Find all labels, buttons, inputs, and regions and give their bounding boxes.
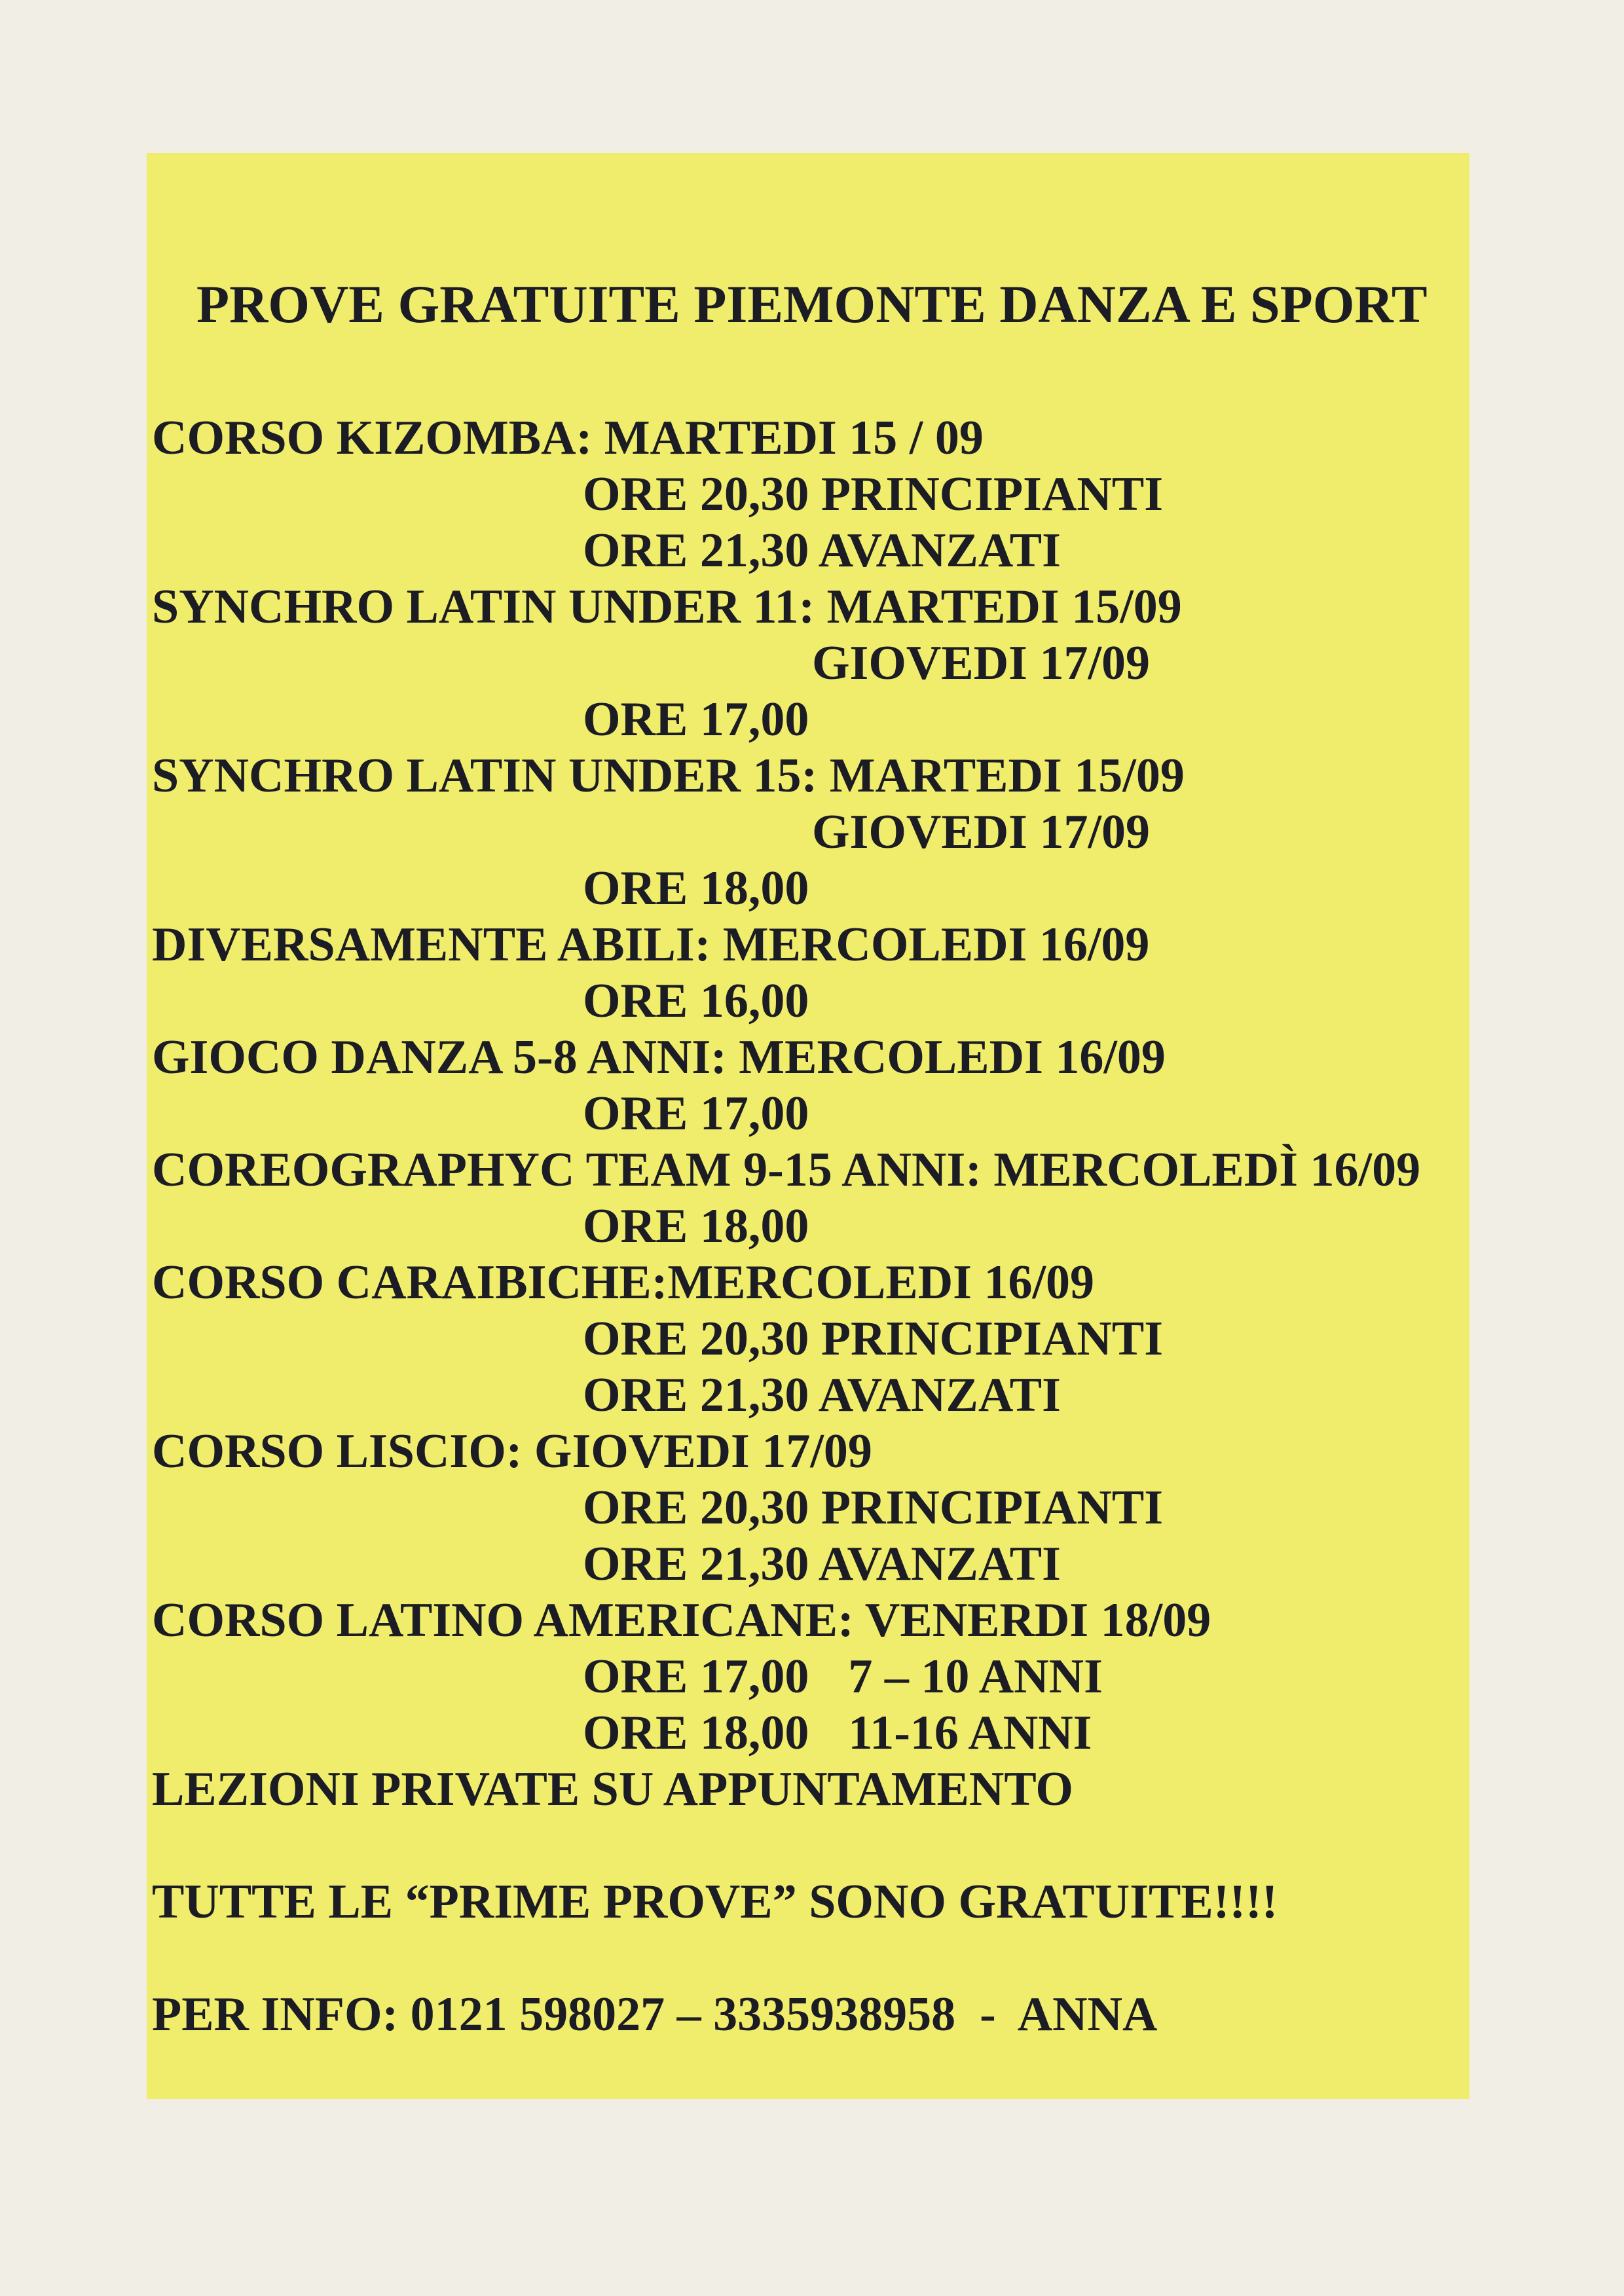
diversamente-abili-time: ORE 16,00 <box>583 974 809 1028</box>
coreographyc-team-time: ORE 18,00 <box>583 1199 809 1253</box>
caraibiche-advanced-time: ORE 21,30 AVANZATI <box>583 1368 1061 1422</box>
synchro-under15-line: SYNCHRO LATIN UNDER 15: MARTEDI 15/09 <box>152 749 1185 803</box>
synchro-under11-line: SYNCHRO LATIN UNDER 11: MARTEDI 15/09 <box>152 580 1182 634</box>
flyer-title: PROVE GRATUITE PIEMONTE DANZA E SPORT <box>196 274 1428 334</box>
liscio-course-line: CORSO LISCIO: GIOVEDI 17/09 <box>152 1425 872 1478</box>
latino-americane-line: CORSO LATINO AMERICANE: VENERDI 18/09 <box>152 1594 1211 1647</box>
gioco-danza-time: ORE 17,00 <box>583 1087 809 1140</box>
latino-ages-2: 11-16 ANNI <box>848 1706 1092 1760</box>
latino-time-1: ORE 17,00 <box>583 1650 809 1704</box>
kizomba-course-line: CORSO KIZOMBA: MARTEDI 15 / 09 <box>152 411 984 465</box>
liscio-beginners-time: ORE 20,30 PRINCIPIANTI <box>583 1481 1164 1535</box>
synchro-under11-time: ORE 17,00 <box>583 693 809 746</box>
latino-ages-1: 7 – 10 ANNI <box>848 1650 1103 1704</box>
contact-info-line: PER INFO: 0121 598027 – 3335938958 - ANNA <box>152 1988 1158 2041</box>
synchro-under11-thursday: GIOVEDI 17/09 <box>812 636 1151 690</box>
caraibiche-beginners-time: ORE 20,30 PRINCIPIANTI <box>583 1312 1164 1366</box>
kizomba-beginners-time: ORE 20,30 PRINCIPIANTI <box>583 467 1164 521</box>
private-lessons-line: LEZIONI PRIVATE SU APPUNTAMENTO <box>152 1762 1073 1816</box>
free-trials-note: TUTTE LE “PRIME PROVE” SONO GRATUITE!!!! <box>152 1875 1278 1929</box>
synchro-under15-thursday: GIOVEDI 17/09 <box>812 805 1151 859</box>
gioco-danza-line: GIOCO DANZA 5-8 ANNI: MERCOLEDI 16/09 <box>152 1030 1166 1084</box>
coreographyc-team-line: COREOGRAPHYC TEAM 9-15 ANNI: MERCOLEDÌ 16/09 <box>152 1143 1421 1197</box>
latino-americane-age-line-1 <box>583 1650 1103 1704</box>
kizomba-advanced-time: ORE 21,30 AVANZATI <box>583 524 1061 577</box>
latino-americane-age-line-2 <box>583 1706 1092 1760</box>
liscio-advanced-time: ORE 21,30 AVANZATI <box>583 1537 1061 1591</box>
latino-time-2: ORE 18,00 <box>583 1706 809 1760</box>
caraibiche-course-line: CORSO CARAIBICHE:MERCOLEDI 16/09 <box>152 1256 1095 1309</box>
diversamente-abili-line: DIVERSAMENTE ABILI: MERCOLEDI 16/09 <box>152 918 1150 972</box>
synchro-under15-time: ORE 18,00 <box>583 862 809 915</box>
